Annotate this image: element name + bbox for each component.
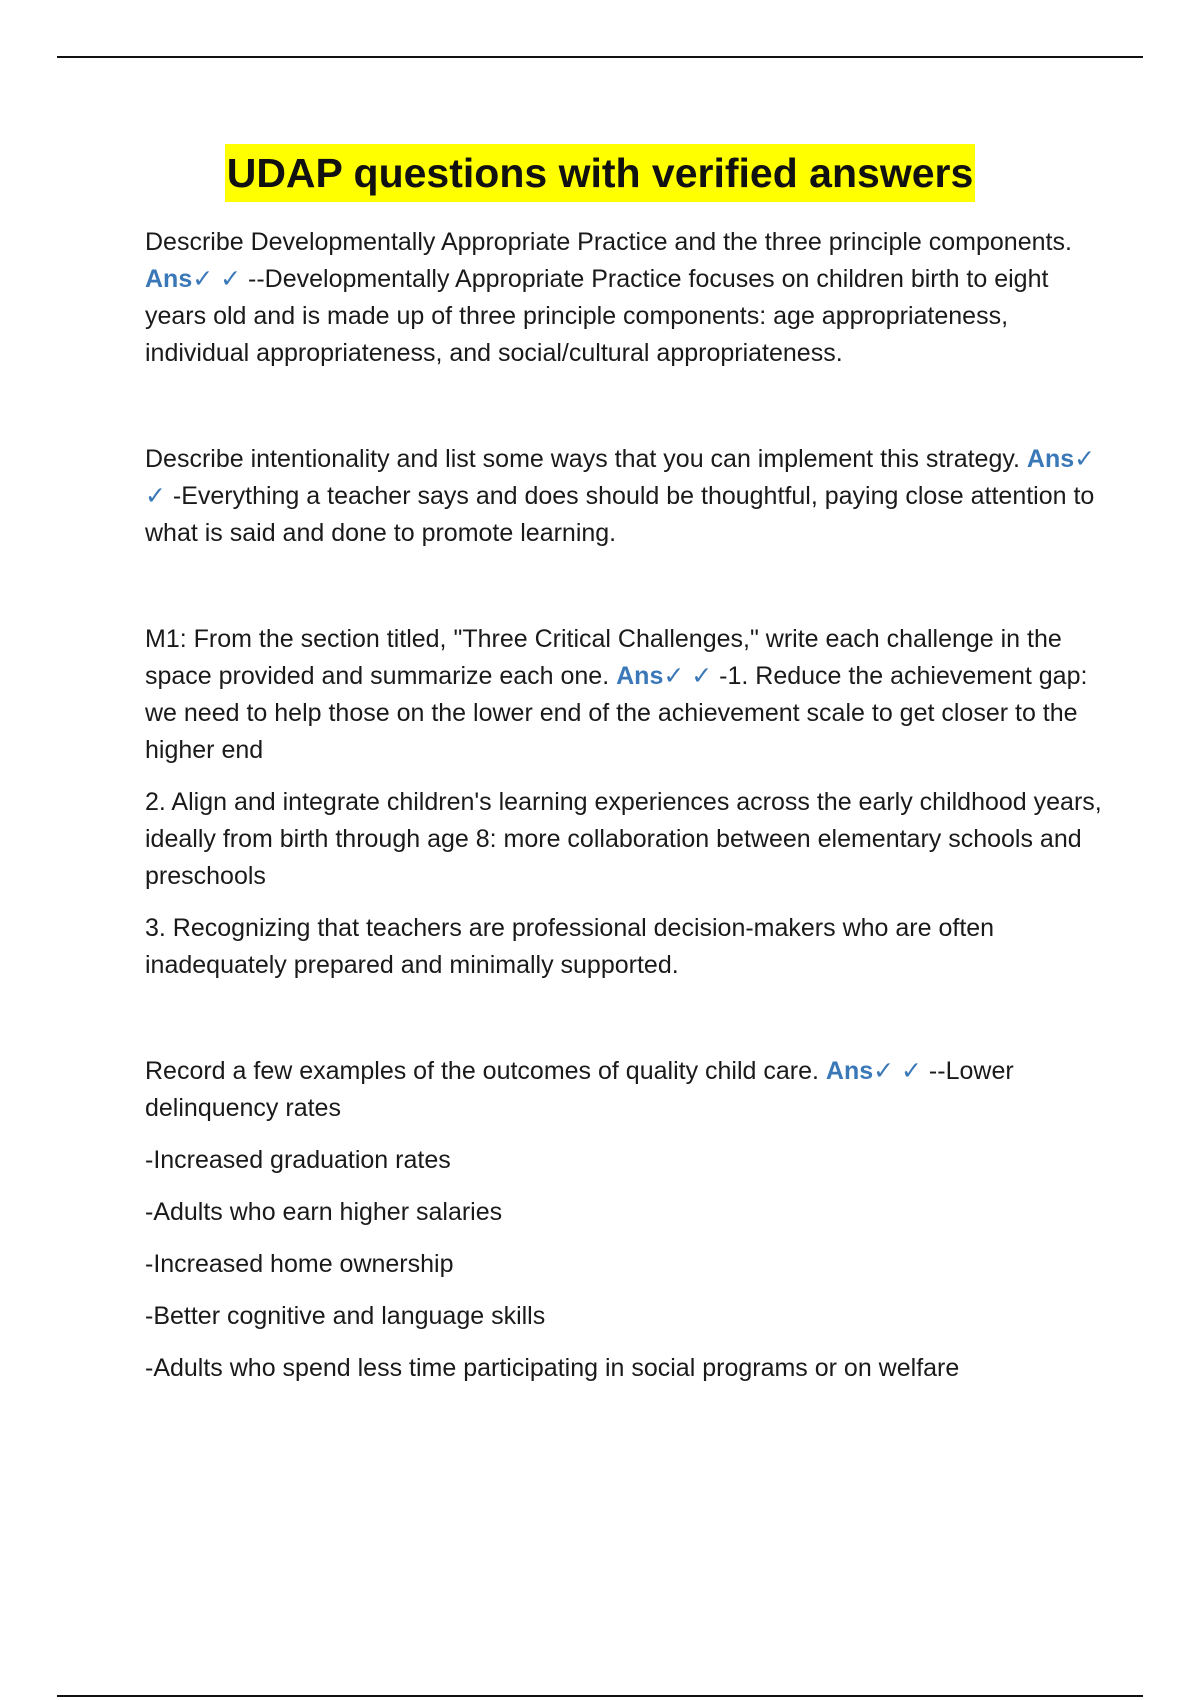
answer-text: -Everything a teacher says and does should be thoughtful, paying close attention to what is said and done to promote learning. bbox=[145, 482, 1095, 547]
title-container bbox=[0, 144, 1200, 202]
question-text: Record a few examples of the outcomes of quality child care. bbox=[145, 1057, 819, 1085]
ans-label: Ans bbox=[1026, 445, 1075, 473]
check-mark-icon: ✓ ✓ bbox=[145, 445, 1096, 510]
check-mark-icon: ✓ ✓ bbox=[873, 1057, 922, 1085]
answer-continuation: -Adults who spend less time participating in social programs or on welfare bbox=[145, 1354, 960, 1382]
answer-continuation: -Adults who earn higher salaries bbox=[145, 1198, 503, 1226]
qa-item-4 bbox=[145, 1053, 1105, 1127]
answer-continuation: -Increased graduation rates bbox=[145, 1146, 451, 1174]
ans-label: Ans bbox=[616, 662, 664, 690]
ans-label: Ans bbox=[145, 265, 193, 293]
bottom-rule bbox=[57, 1695, 1143, 1697]
answer-continuation: -Increased home ownership bbox=[145, 1250, 454, 1278]
question-text: Describe intentionality and list some ways that you can implement this strategy. bbox=[145, 445, 1020, 473]
answer-continuation: 2. Align and integrate children's learning experiences across the early childhood years, ideally from birth through age 8: more collaboration between elementary schools and preschools bbox=[145, 788, 1102, 890]
document-title: UDAP questions with verified answers bbox=[225, 144, 976, 202]
answer-text: --Developmentally Appropriate Practice focuses on children birth to eight years old and is made up of three principle components: age appropriateness, individual appropriateness, and social/cultural appropriateness. bbox=[145, 265, 1049, 367]
top-rule bbox=[57, 56, 1143, 58]
document-body bbox=[145, 224, 1105, 1387]
qa-item-2 bbox=[145, 441, 1105, 552]
qa-item-3 bbox=[145, 621, 1105, 769]
qa-item-1 bbox=[145, 224, 1105, 372]
question-text: Describe Developmentally Appropriate Practice and the three principle components. bbox=[145, 228, 1072, 256]
check-mark-icon: ✓ ✓ bbox=[192, 265, 242, 293]
answer-text: -1. Reduce the achievement gap: we need to help those on the lower end of the achievement scale to get closer to the higher end bbox=[145, 662, 1088, 764]
question-text: M1: From the section titled, "Three Critical Challenges," write each challenge in the space provided and summarize each one. bbox=[145, 625, 1062, 690]
answer-text: --Lower delinquency rates bbox=[145, 1057, 1014, 1122]
answer-continuation: 3. Recognizing that teachers are professional decision-makers who are often inadequately prepared and minimally supported. bbox=[145, 914, 995, 979]
check-mark-icon: ✓ ✓ bbox=[663, 662, 713, 690]
answer-continuation: -Better cognitive and language skills bbox=[145, 1302, 546, 1330]
ans-label: Ans bbox=[825, 1057, 874, 1085]
